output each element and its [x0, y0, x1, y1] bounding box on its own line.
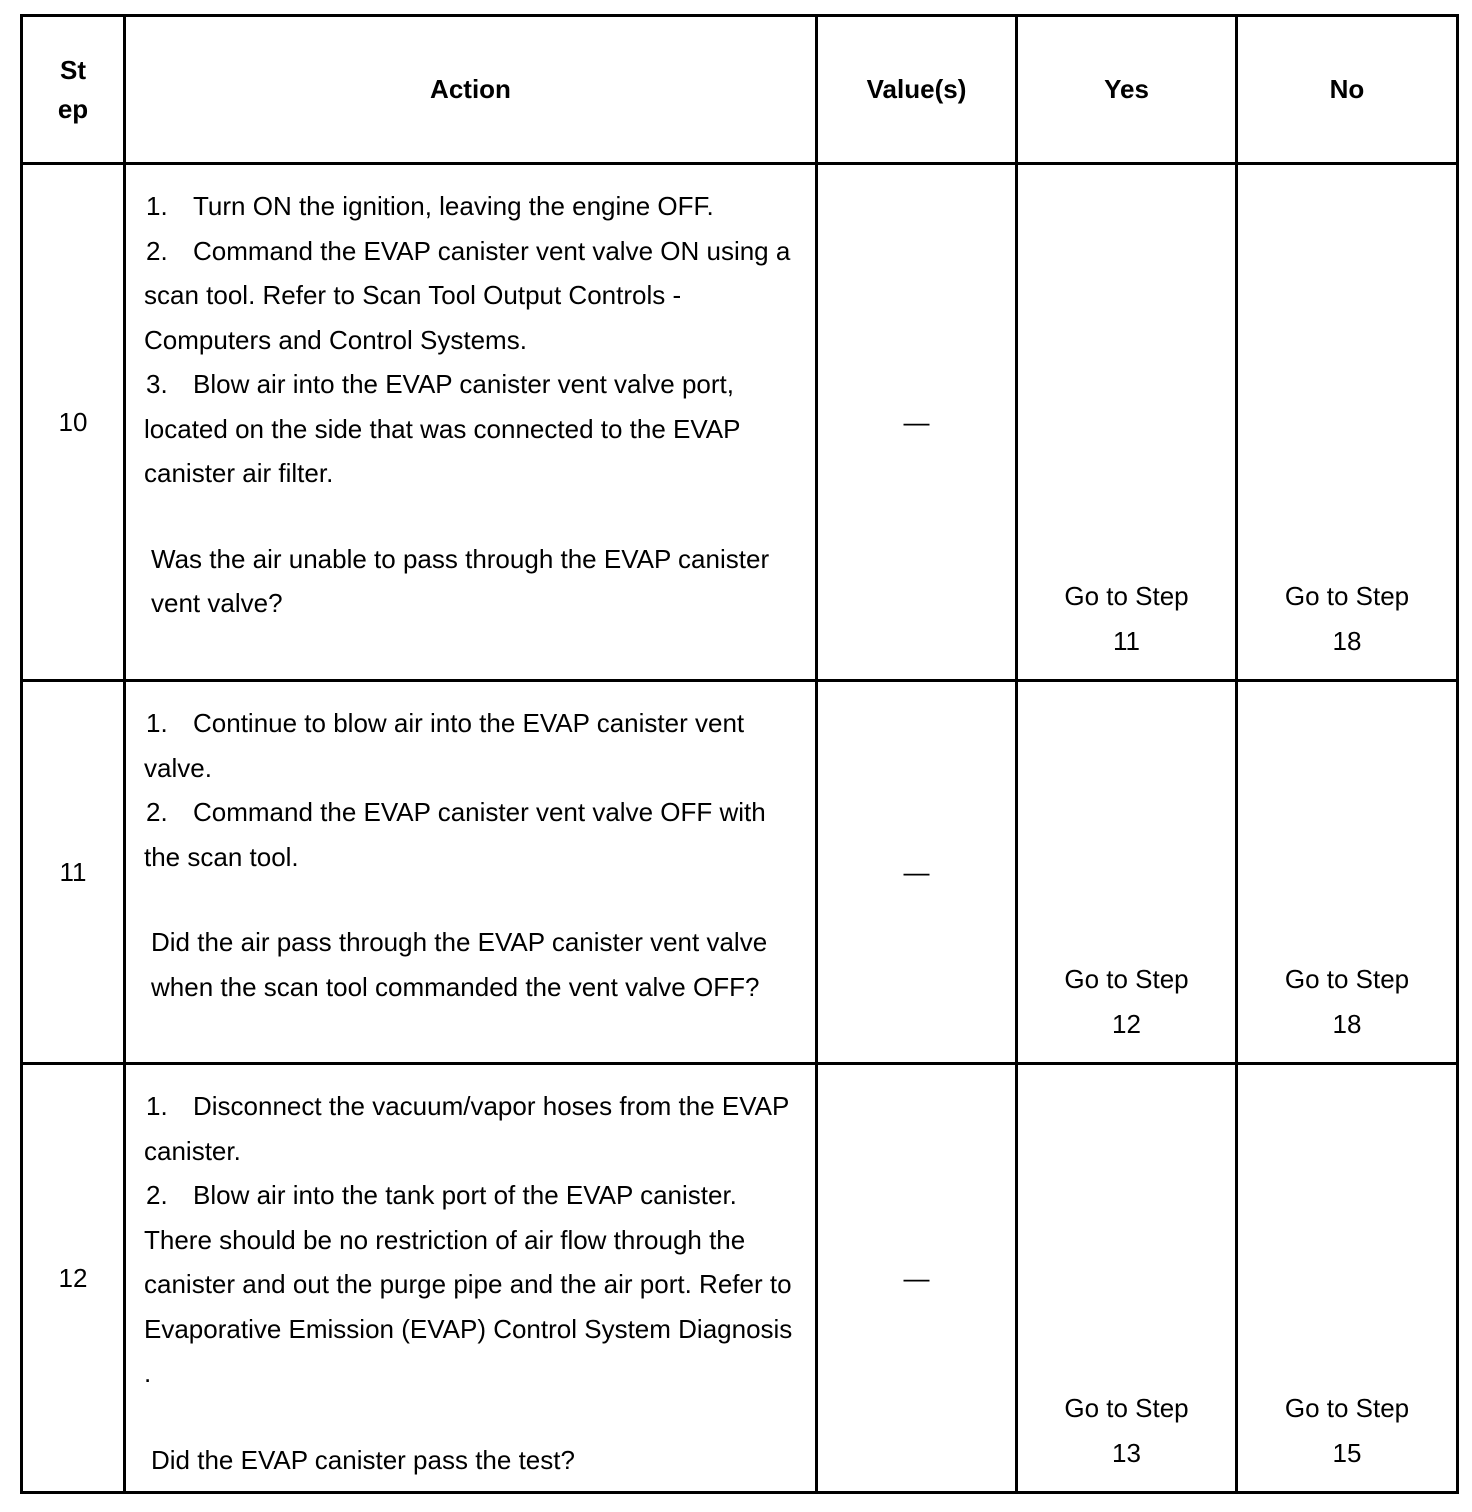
action-item-text: Blow air into the tank port of the EVAP canister. There should be no restriction of air flow through the canister and out the purge pipe and the air port. Refer to Evaporative Emission (EVAP) Control System Diagnosis .	[144, 1180, 793, 1388]
yes-link[interactable]: Go to Step 11	[1064, 581, 1189, 656]
action-question: Did the air pass through the EVAP canister vent valve when the scan tool commanded the vent valve OFF?	[151, 927, 768, 1002]
step-number: 12	[22, 1064, 125, 1493]
action-item	[144, 1173, 795, 1396]
diagnostic-table	[20, 14, 1459, 1494]
action-item-number: 1.	[146, 1091, 168, 1121]
header-step-line2: ep	[57, 93, 89, 124]
table-row	[22, 164, 1458, 681]
yes-link[interactable]: Go to Step 12	[1064, 964, 1189, 1039]
header-values: Value(s)	[817, 16, 1017, 164]
no-link[interactable]: Go to Step 18	[1284, 964, 1410, 1039]
action-item	[144, 701, 795, 790]
action-item-text: Continue to blow air into the EVAP canister vent valve.	[144, 708, 745, 783]
header-no: No	[1237, 16, 1458, 164]
action-item-text: Command the EVAP canister vent valve ON using a scan tool. Refer to Scan Tool Output Controls - Computers and Control Systems.	[144, 235, 791, 355]
action-item-text: Command the EVAP canister vent valve OFF with the scan tool.	[144, 797, 766, 872]
table-row	[22, 1064, 1458, 1493]
action-item-number: 1.	[146, 708, 168, 738]
action-item	[144, 229, 795, 363]
header-yes: Yes	[1017, 16, 1237, 164]
no-cell	[1237, 681, 1458, 1064]
action-item-text: Blow air into the EVAP canister vent valve port, located on the side that was connected to the EVAP canister air filter.	[144, 369, 740, 488]
action-item	[144, 184, 795, 229]
action-item-number: 2.	[146, 797, 168, 827]
yes-link[interactable]: Go to Step 13	[1064, 1393, 1189, 1468]
action-item	[144, 790, 795, 879]
value-cell: —	[817, 1064, 1017, 1493]
no-cell	[1237, 164, 1458, 681]
header-action: Action	[125, 16, 817, 164]
value-cell: —	[817, 681, 1017, 1064]
yes-cell	[1017, 164, 1237, 681]
action-question: Was the air unable to pass through the EVAP canister vent valve?	[151, 543, 770, 618]
action-item	[144, 362, 795, 496]
action-item	[144, 1084, 795, 1173]
step-number: 10	[22, 164, 125, 681]
yes-cell	[1017, 681, 1237, 1064]
no-link[interactable]: Go to Step 15	[1284, 1393, 1410, 1468]
action-item-number: 1.	[146, 191, 168, 221]
action-item-number: 2.	[146, 235, 168, 266]
header-step-line1: St	[60, 54, 86, 85]
action-question: Did the EVAP canister pass the test?	[151, 1444, 575, 1475]
action-cell	[125, 681, 817, 1064]
step-number: 11	[22, 681, 125, 1064]
yes-cell	[1017, 1064, 1237, 1493]
header-step	[22, 16, 125, 164]
action-item-text: Turn ON the ignition, leaving the engine OFF.	[193, 191, 714, 221]
header-row	[22, 16, 1458, 164]
action-cell	[125, 1064, 817, 1493]
action-item-number: 2.	[146, 1180, 168, 1210]
action-cell	[125, 164, 817, 681]
table-row	[22, 681, 1458, 1064]
value-cell: —	[817, 164, 1017, 681]
no-link[interactable]: Go to Step 18	[1284, 581, 1410, 656]
action-item-text: Disconnect the vacuum/vapor hoses from the EVAP canister.	[144, 1091, 789, 1166]
no-cell	[1237, 1064, 1458, 1493]
action-item-number: 3.	[146, 369, 168, 399]
